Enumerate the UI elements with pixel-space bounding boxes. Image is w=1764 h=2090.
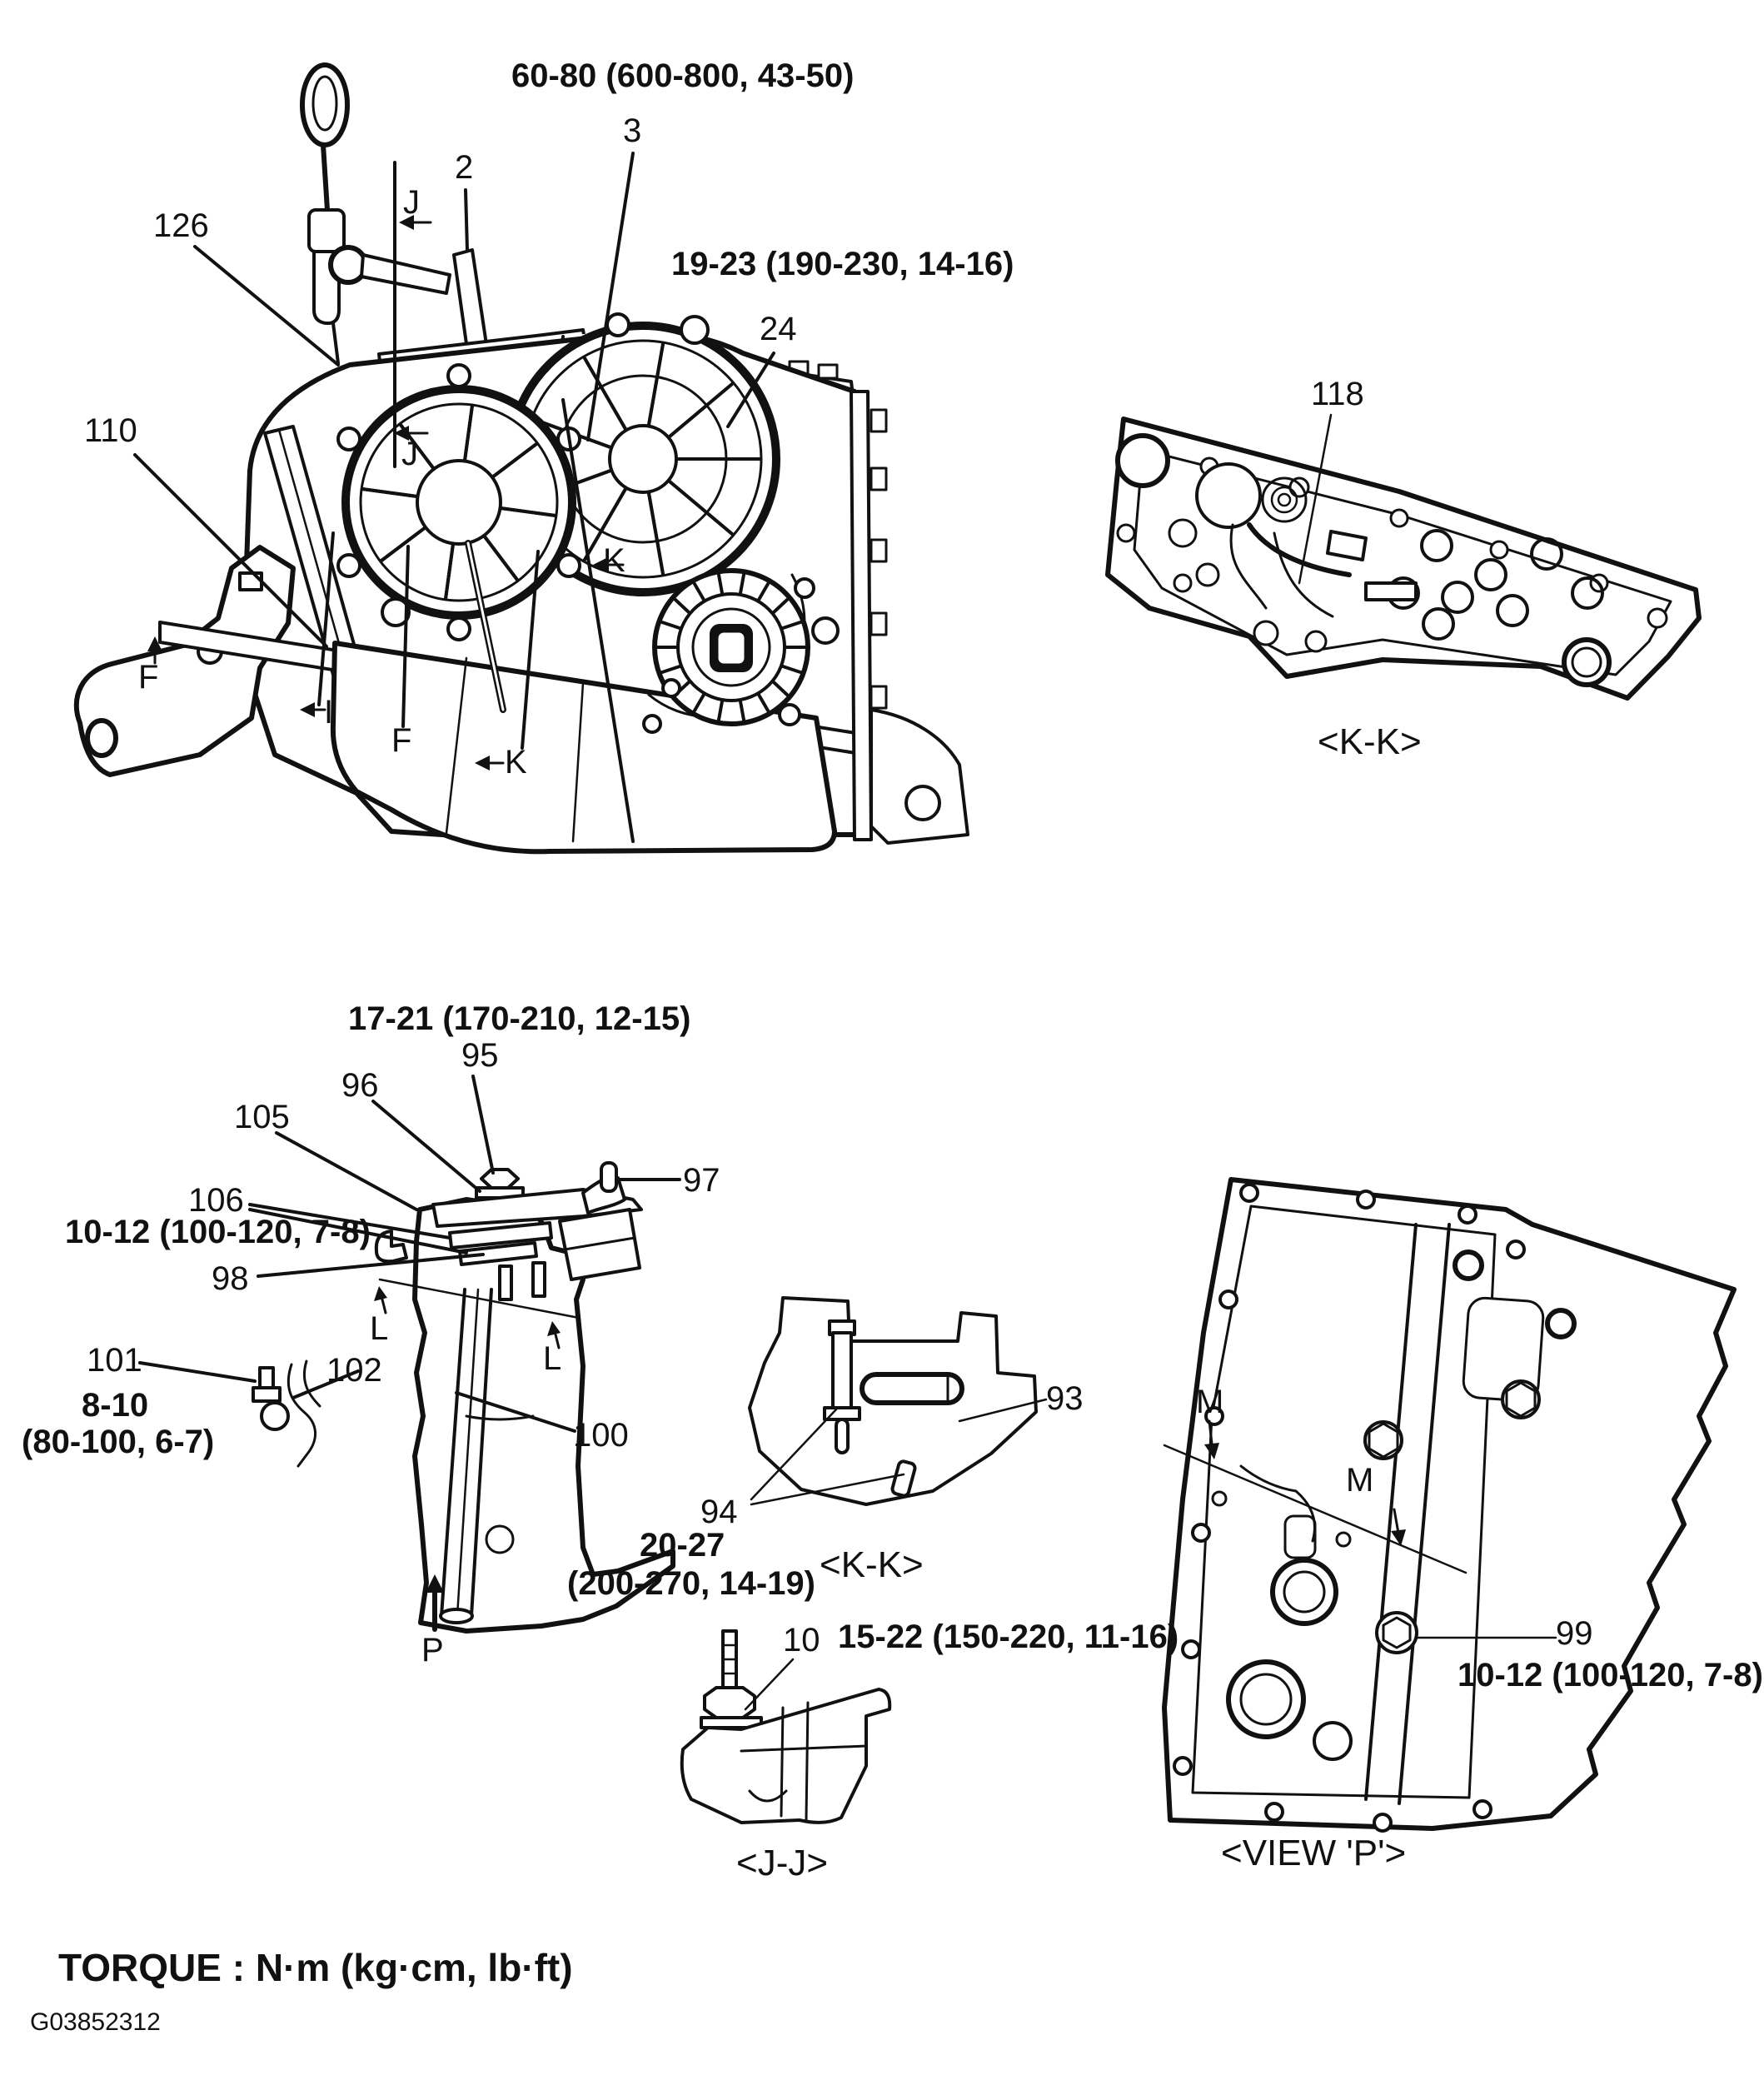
- ref-102: 102: [326, 1352, 382, 1389]
- ref-97: 97: [683, 1162, 720, 1199]
- section-mark-i: I: [324, 694, 334, 731]
- view-p-drawing: [1164, 1180, 1734, 1831]
- ref-99: 99: [1556, 1615, 1593, 1652]
- torque-label-10-12-right: 10-12 (100-120, 7-8): [1458, 1657, 1763, 1693]
- ref-94: 94: [700, 1494, 738, 1530]
- view-arrow-mark-p: P: [421, 1632, 444, 1669]
- ref-24: 24: [760, 311, 797, 347]
- ref-106: 106: [188, 1182, 244, 1219]
- torque-label-17-21: 17-21 (170-210, 12-15): [348, 1000, 691, 1037]
- ref-100: 100: [573, 1417, 629, 1454]
- caption-jj: <J-J>: [736, 1843, 829, 1883]
- section-mark-l-right: L: [543, 1340, 562, 1377]
- ref-95: 95: [461, 1037, 499, 1074]
- valve-body-drawing: [1108, 415, 1699, 698]
- section-mark-m-left: M: [1196, 1384, 1224, 1420]
- section-mark-f-bottom: F: [391, 722, 412, 759]
- lever-assembly-drawing: [140, 1076, 680, 1631]
- ref-101: 101: [87, 1342, 142, 1379]
- ref-98: 98: [212, 1260, 249, 1297]
- section-mark-l-left: L: [370, 1310, 389, 1347]
- jj-section-drawing: [682, 1631, 889, 1823]
- torque-label-10-12-left: 10-12 (100-120, 7-8): [65, 1214, 371, 1250]
- torque-label-8-10-line1: 8-10: [82, 1387, 149, 1424]
- torque-label-20-27-line2: (200-270, 14-19): [567, 1565, 815, 1602]
- ref-105: 105: [234, 1099, 290, 1135]
- ref-2: 2: [455, 149, 474, 186]
- torque-label-20-27-line1: 20-27: [640, 1527, 725, 1564]
- section-mark-j-mid: J: [401, 436, 418, 472]
- torque-label-8-10-line2: (80-100, 6-7): [22, 1424, 215, 1460]
- section-mark-k-bottom: K: [505, 744, 527, 781]
- main-assembly-drawing: [77, 65, 968, 851]
- caption-kk-mid: <K-K>: [820, 1544, 924, 1585]
- ref-96: 96: [341, 1067, 379, 1104]
- ref-10: 10: [783, 1622, 820, 1659]
- caption-kk-top: <K-K>: [1318, 721, 1422, 762]
- dipstick-icon: [302, 65, 347, 363]
- figure-code: G03852312: [30, 2008, 161, 2036]
- ref-93: 93: [1046, 1380, 1084, 1417]
- section-mark-m-right: M: [1346, 1462, 1374, 1499]
- ref-3: 3: [623, 112, 642, 149]
- bolt-101-ball-102: [253, 1361, 320, 1466]
- bolt-95-icon: [481, 1170, 518, 1188]
- torque-label-60-80: 60-80 (600-800, 43-50): [511, 57, 855, 94]
- ref-110: 110: [84, 412, 137, 449]
- kk-section-drawing: [750, 1298, 1046, 1504]
- section-mark-f-left: F: [138, 659, 159, 696]
- caption-view-p: <VIEW 'P'>: [1221, 1833, 1407, 1873]
- torque-units-note: TORQUE : N·m (kg·cm, lb·ft): [58, 1946, 573, 1989]
- ref-126: 126: [153, 207, 209, 244]
- section-mark-k-mid: K: [603, 542, 625, 579]
- torque-label-15-22: 15-22 (150-220, 11-16): [838, 1619, 1179, 1655]
- section-mark-j-top: J: [403, 184, 420, 221]
- pin-97-icon: [601, 1163, 616, 1191]
- torque-label-19-23: 19-23 (190-230, 14-16): [671, 246, 1014, 282]
- ref-118: 118: [1311, 376, 1364, 412]
